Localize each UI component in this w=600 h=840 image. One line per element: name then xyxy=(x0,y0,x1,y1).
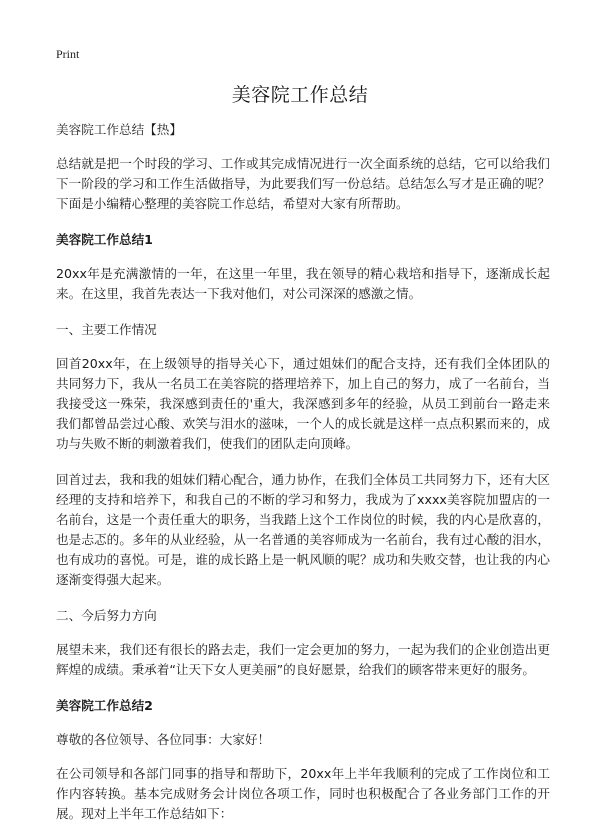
paragraph: 回首过去，我和我的姐妹们精心配合，通力协作，在我们全体员工共同努力下，还有大区经理的支持和培养下，和我自己的不断的学习和努力，我成为了xxxx美容院加盟店的一名前台，这是一个责任重大的职务，当我踏上这个工作岗位的时候，我的内心是欣喜的，也是忐忑的。多年的从业经验，从一名普通的美容师成为一名前台，我有过心酸的泪水，也有成功的喜悦。可是，谁的成长路上是一帆风顺的呢？成功和失败交替，也让我的内心逐渐变得强大起来。 xyxy=(56,472,550,587)
paragraph: 20xx年是充满激情的一年，在这里一年里，我在领导的精心栽培和指导下，逐渐成长起来。在这里，我首先表达一下我对他们，对公司深深的感激之情。 xyxy=(56,266,550,301)
article-subtitle: 美容院工作总结【热】 xyxy=(56,122,182,137)
section-heading-2: 美容院工作总结2 xyxy=(56,698,153,713)
article-body xyxy=(56,120,550,840)
subsection-heading-main-work: 一、主要工作情况 xyxy=(56,322,157,337)
paragraph: 展望未来，我们还有很长的路去走，我们一定会更加的努力，一起为我们的企业创造出更辉煌的成绩。秉承着“让天下女人更美丽”的良好愿景，给我们的顾客带来更好的服务。 xyxy=(56,642,550,677)
salutation: 尊敬的各位领导、各位同事：大家好！ xyxy=(56,732,271,747)
paragraph: 在公司领导和各部门同事的指导和帮助下，20xx年上半年我顺利的完成了工作岗位和工作内容转换。基本完成财务会计岗位各项工作，同时也积极配合了各业务部门工作的开展。现对上半年工作总结如下： xyxy=(56,766,550,821)
subsection-heading-future: 二、今后努力方向 xyxy=(56,608,157,623)
section-heading-1: 美容院工作总结1 xyxy=(56,232,153,247)
intro-paragraph: 总结就是把一个时段的学习、工作或其完成情况进行一次全面系统的总结，它可以给我们下一阶段的学习和工作生活做指导，为此要我们写一份总结。总结怎么写才是正确的呢？下面是小编精心整理的美容院工作总结，希望对大家有所帮助。 xyxy=(56,156,550,211)
page-title: 美容院工作总结 xyxy=(231,84,369,106)
paragraph: 回首20xx年，在上级领导的指导关心下，通过姐妹们的配合支持，还有我们全体团队的共同努力下，我从一名员工在美容院的搭理培养下，加上自己的努力，成了一名前台，当我接受这一殊荣，我深感到责任的'重大，我深感到多年的经验，从员工到前台一路走来我们都曾品尝过心酸、欢笑与泪水的滋味，一个人的成长就是这样一点点积累而来的，成功与失败不断的刺激着我们，使我们的团队走向顶峰。 xyxy=(56,356,550,451)
print-link[interactable]: Print xyxy=(56,47,80,61)
